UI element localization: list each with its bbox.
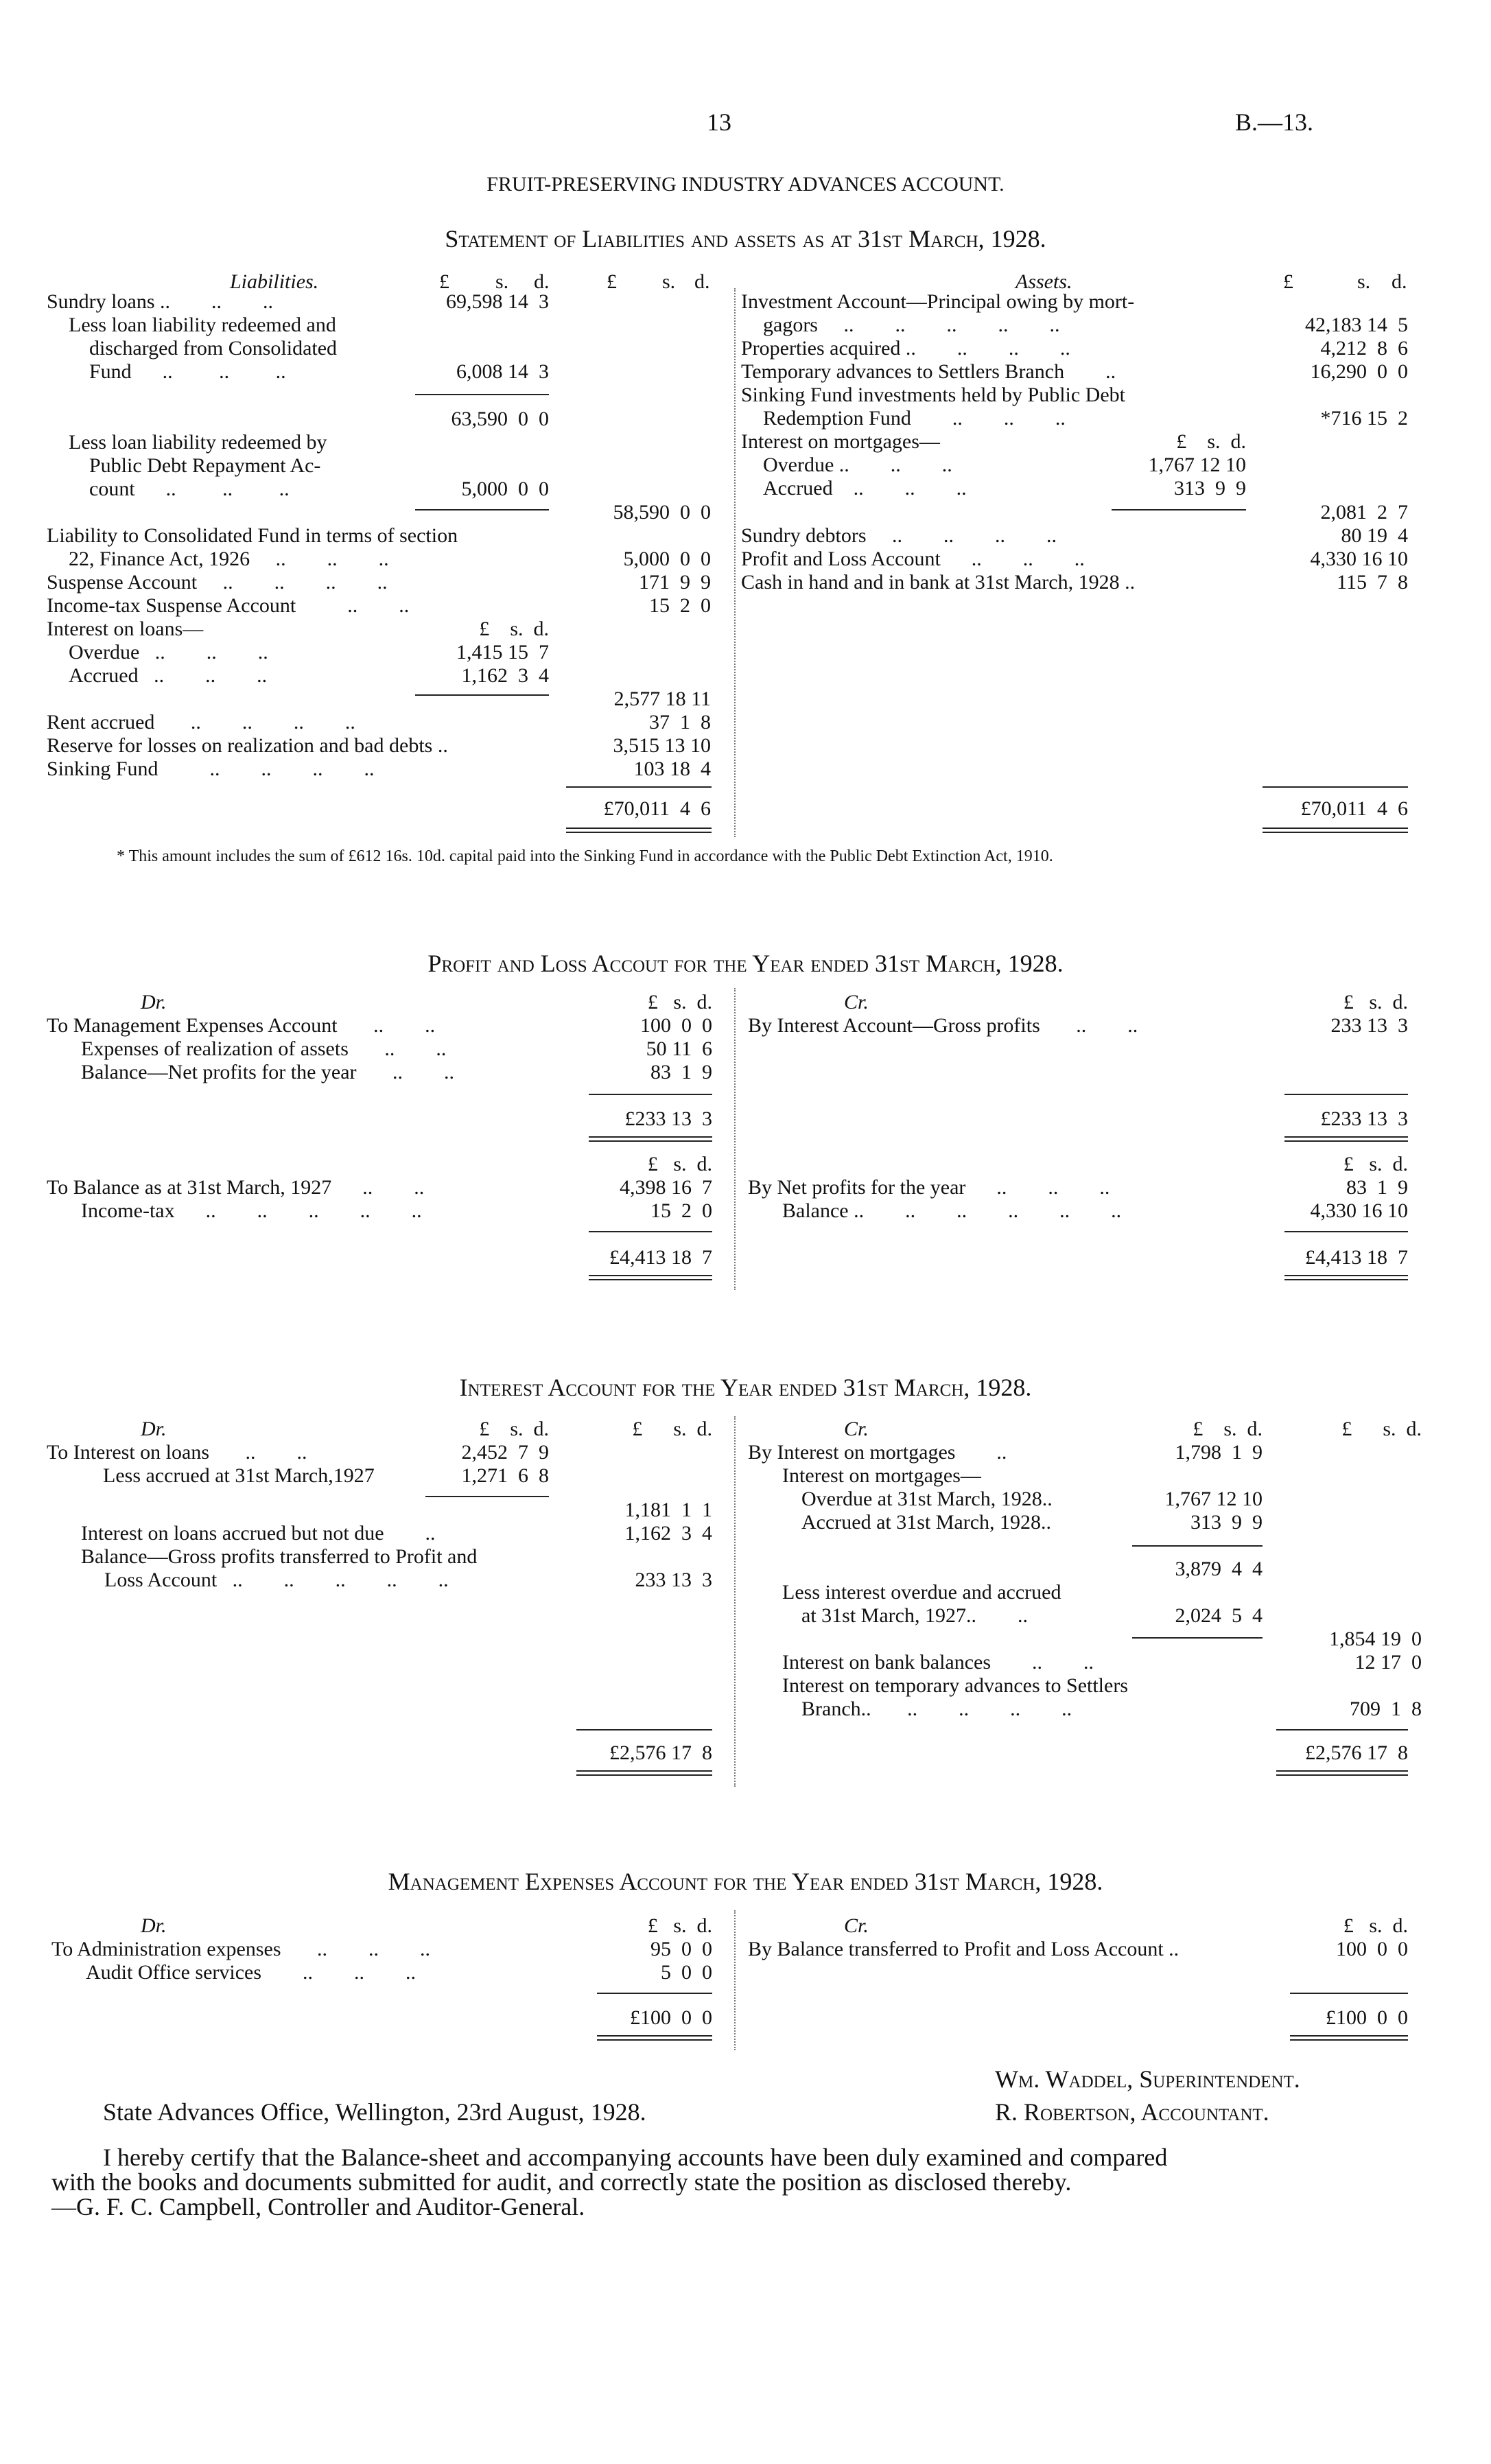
statement-column-divider	[734, 288, 736, 837]
mgmt-dr-colhead: £ s. d.	[647, 1914, 712, 1937]
pl-dr-amount: 4,398 16 7	[620, 1176, 712, 1199]
rule	[597, 1993, 712, 1994]
rule	[1132, 1637, 1263, 1639]
pl-dr-amount: 15 2 0	[650, 1199, 712, 1222]
int-dr-row: Balance—Gross profits transferred to Profit and	[81, 1545, 478, 1568]
statement-title: Statement of Liabilities and assets as at 31st March, 1928.	[445, 225, 1046, 253]
int-dr-amount: 1,162 3 4	[624, 1522, 712, 1545]
certificate-line-3: —G. F. C. Campbell, Controller and Auditor-General.	[51, 2193, 585, 2220]
liab-amount: 3,515 13 10	[613, 734, 711, 757]
accountant-signature: R. Robertson, Accountant.	[995, 2098, 1269, 2126]
rule	[589, 1094, 712, 1095]
liab-row: Fund .. .. ..	[89, 360, 286, 383]
liab-row: Less loan liability redeemed by	[69, 431, 327, 454]
int-cr-row: at 31st March, 1927.. ..	[801, 1604, 1028, 1627]
double-rule	[589, 1136, 712, 1142]
liab-col2-s: s.	[662, 270, 676, 293]
pl-cr-colhead: £ s. d.	[1343, 1153, 1408, 1175]
rule	[1284, 1231, 1408, 1232]
liab-row: Accrued .. .. ..	[69, 664, 268, 687]
pl-dr-amount: 83 1 9	[650, 1061, 712, 1083]
assets-col-pound: £	[1283, 270, 1293, 293]
int-dr-colhead2: £ s. d.	[632, 1418, 712, 1440]
asset-amount: 313 9 9	[1174, 477, 1246, 500]
int-cr-amount: 313 9 9	[1190, 1511, 1263, 1534]
pl-cr-amount: 4,330 16 10	[1310, 1199, 1408, 1222]
liab-amount: 1,415 15 7	[456, 641, 549, 664]
liabilities-heading: Liabilities.	[230, 270, 319, 293]
asset-amount: 2,081 2 7	[1320, 501, 1408, 524]
superintendent-signature: Wm. Waddel, Superintendent.	[995, 2065, 1300, 2093]
liab-row: Less loan liability redeemed and	[69, 314, 336, 336]
int-cr-amount: 1,798 1 9	[1175, 1441, 1263, 1464]
int-cr-row: Accrued at 31st March, 1928..	[801, 1511, 1052, 1534]
liab-row: Income-tax Suspense Account .. ..	[47, 594, 410, 617]
asset-row: Properties acquired .. .. .. ..	[741, 337, 1070, 360]
pl-cr-total: £4,413 18 7	[1305, 1246, 1408, 1269]
liab-total-amount: 58,590 0 0	[613, 501, 711, 524]
asset-amount: 115 7 8	[1337, 571, 1408, 594]
liab-total-amount: 2,577 18 11	[613, 688, 711, 710]
pl-cr-amount: 83 1 9	[1346, 1176, 1408, 1199]
pl-dr-colhead: £ s. d.	[647, 991, 712, 1013]
pl-dr-row: Balance—Net profits for the year .. ..	[81, 1061, 454, 1083]
int-dr-amount: 1,271 6 8	[461, 1464, 549, 1487]
mgmt-cr-row: By Balance transferred to Profit and Loss Account ..	[748, 1938, 1179, 1960]
liab-amount: 5,000 0 0	[461, 478, 549, 500]
pl-cr: Cr.	[844, 991, 869, 1013]
asset-amount: 1,767 12 10	[1148, 454, 1246, 476]
int-cr-amount: 1,854 19 0	[1329, 1628, 1422, 1650]
int-dr-row: Interest on loans accrued but not due ..	[81, 1522, 436, 1545]
mgmt-cr-colhead: £ s. d.	[1343, 1914, 1408, 1937]
liab-subhead: £ s. d.	[479, 618, 549, 640]
int-dr-row: Loss Account .. .. .. .. ..	[104, 1569, 449, 1591]
asset-row: gagors .. .. .. .. ..	[763, 314, 1060, 336]
liab-row: discharged from Consolidated	[89, 337, 338, 360]
int-cr-row: Interest on bank balances .. ..	[782, 1651, 1094, 1674]
asset-row: Redemption Fund .. .. ..	[763, 407, 1066, 430]
assets-col-s: s.	[1357, 270, 1371, 293]
int-cr-row: Interest on mortgages—	[782, 1464, 981, 1487]
asset-amount: 42,183 14 5	[1305, 314, 1408, 336]
main-title: FRUIT-PRESERVING INDUSTRY ADVANCES ACCOUNT.	[486, 173, 1005, 196]
int-cr-row: Less interest overdue and accrued	[782, 1581, 1061, 1604]
rule	[415, 509, 549, 511]
asset-amount: 80 19 4	[1341, 524, 1408, 547]
mgmt-dr-row: To Administration expenses .. .. ..	[51, 1938, 431, 1960]
mgmt-dr-amount: 5 0 0	[661, 1961, 712, 1984]
rule	[576, 1729, 712, 1730]
asset-row: Interest on mortgages—	[741, 430, 940, 453]
pl-dr-amount: 50 11 6	[646, 1037, 712, 1060]
liab-col2-pound: £	[607, 270, 617, 293]
liab-row: 22, Finance Act, 1926 .. .. ..	[69, 548, 389, 570]
rule	[1276, 1729, 1408, 1730]
pl-cr-row: Balance .. .. .. .. .. ..	[782, 1199, 1122, 1222]
asset-row: Temporary advances to Settlers Branch ..	[741, 360, 1116, 383]
liab-row: count .. .. ..	[89, 478, 290, 500]
mgmt-divider	[734, 1910, 736, 2050]
rule	[589, 1231, 712, 1232]
int-cr-row: Overdue at 31st March, 1928..	[801, 1488, 1053, 1510]
liab-subtotal: 63,590 0 0	[451, 408, 549, 430]
double-rule	[566, 828, 712, 833]
assets-col-d: d.	[1392, 270, 1407, 293]
pl-dr-total: £233 13 3	[624, 1107, 712, 1130]
int-cr-amount: 2,024 5 4	[1175, 1604, 1263, 1627]
liab-row: Sinking Fund .. .. .. ..	[47, 758, 375, 780]
double-rule	[1284, 1275, 1408, 1280]
int-cr-row: By Interest on mortgages ..	[748, 1441, 1007, 1464]
certificate-line-1: I hereby certify that the Balance-sheet and accompanying accounts have been duly examined and compared	[103, 2144, 1168, 2171]
pl-cr-colhead: £ s. d.	[1343, 991, 1408, 1013]
int-dr: Dr.	[141, 1418, 167, 1440]
liab-amount: 5,000 0 0	[623, 548, 711, 570]
rule	[1132, 1545, 1263, 1547]
pl-cr-amount: 233 13 3	[1330, 1014, 1408, 1037]
asset-subhead: £ s. d.	[1176, 430, 1246, 453]
liab-grand-total: £70,011 4 6	[603, 797, 711, 820]
asset-row: Sinking Fund investments held by Public Debt	[741, 384, 1125, 406]
liab-col2-d: d.	[694, 270, 710, 293]
int-cr-row: Branch.. .. .. .. ..	[801, 1698, 1072, 1720]
int-dr-colhead1: £ s. d.	[479, 1418, 549, 1440]
office-date-line: State Advances Office, Wellington, 23rd August, 1928.	[103, 2098, 646, 2126]
interest-divider	[734, 1416, 736, 1787]
mgmt-dr-amount: 95 0 0	[650, 1938, 712, 1960]
liab-col1-pound: £	[439, 270, 449, 293]
asset-amount: 4,330 16 10	[1310, 548, 1408, 570]
assets-heading: Assets.	[1015, 270, 1072, 293]
asset-row: Overdue .. .. ..	[763, 454, 952, 476]
asset-amount: *716 15 2	[1320, 407, 1408, 430]
rule	[1284, 1094, 1408, 1095]
int-cr: Cr.	[844, 1418, 869, 1440]
liab-col1-s: s.	[495, 270, 509, 293]
int-dr-total: £2,576 17 8	[609, 1741, 712, 1764]
pl-cr-total: £233 13 3	[1320, 1107, 1408, 1130]
asset-row: Profit and Loss Account .. .. ..	[741, 548, 1085, 570]
double-rule	[1284, 1136, 1408, 1142]
int-cr-amount: 709 1 8	[1350, 1698, 1422, 1720]
liab-amount: 15 2 0	[649, 594, 711, 617]
liab-amount: 171 9 9	[639, 571, 711, 594]
rule	[415, 694, 549, 696]
int-cr-amount: 12 17 0	[1354, 1651, 1422, 1674]
liab-amount: 37 1 8	[649, 711, 711, 734]
liab-amount: 6,008 14 3	[456, 360, 549, 383]
liab-row: Suspense Account .. .. .. ..	[47, 571, 388, 594]
double-rule	[597, 2035, 712, 2041]
liab-row: Liability to Consolidated Fund in terms of section	[47, 524, 458, 547]
pl-cr-row: By Net profits for the year .. .. ..	[748, 1176, 1110, 1199]
pl-dr-row: Income-tax .. .. .. .. ..	[81, 1199, 422, 1222]
int-cr-colhead2: £ s. d.	[1341, 1418, 1422, 1440]
page-number: 13	[707, 108, 731, 136]
liab-amount: 1,162 3 4	[461, 664, 549, 687]
int-dr-row: To Interest on loans .. ..	[47, 1441, 307, 1464]
asset-row: Investment Account—Principal owing by mort-	[741, 290, 1135, 313]
mgmt-cr-total: £100 0 0	[1326, 2006, 1408, 2029]
liab-row: Sundry loans .. .. ..	[47, 290, 273, 313]
rule	[415, 394, 549, 395]
int-cr-total: £2,576 17 8	[1305, 1741, 1408, 1764]
interest-title: Interest Account for the Year ended 31st March, 1928.	[459, 1374, 1032, 1401]
double-rule	[1290, 2035, 1408, 2041]
int-dr-amount: 1,181 1 1	[624, 1499, 712, 1521]
asset-row: Accrued .. .. ..	[763, 477, 967, 500]
int-cr-colhead1: £ s. d.	[1193, 1418, 1263, 1440]
mgmt-cr-amount: 100 0 0	[1336, 1938, 1408, 1960]
double-rule	[576, 1770, 712, 1776]
mgmt-title: Management Expenses Account for the Year ended 31st March, 1928.	[388, 1868, 1103, 1895]
int-cr-amount: 1,767 12 10	[1164, 1488, 1263, 1510]
int-dr-amount: 233 13 3	[635, 1569, 712, 1591]
footnote: * This amount includes the sum of £612 16s. 10d. capital paid into the Sinking Fund in accordance with the Public Debt Extinction Act, 1910.	[117, 847, 1053, 865]
asset-amount: 16,290 0 0	[1310, 360, 1408, 383]
pl-dr-row: To Balance as at 31st March, 1927 .. ..	[47, 1176, 425, 1199]
pl-divider	[734, 988, 736, 1290]
double-rule	[1263, 828, 1408, 833]
rule	[1290, 1993, 1408, 1994]
rule	[1112, 509, 1246, 511]
int-cr-row: Interest on temporary advances to Settlers	[782, 1674, 1128, 1697]
pl-dr-colhead: £ s. d.	[647, 1153, 712, 1175]
asset-row: Cash in hand and in bank at 31st March, 1928 ..	[741, 571, 1136, 594]
pl-cr-row: By Interest Account—Gross profits .. ..	[748, 1014, 1138, 1037]
liab-row: Public Debt Repayment Ac-	[89, 454, 321, 477]
liab-amount: 69,598 14 3	[446, 290, 549, 313]
pl-dr-row: Expenses of realization of assets .. ..	[81, 1037, 447, 1060]
double-rule	[589, 1275, 712, 1280]
pl-dr-row: To Management Expenses Account .. ..	[47, 1014, 436, 1037]
liab-row: Overdue .. .. ..	[69, 641, 268, 664]
asset-row: Sundry debtors .. .. .. ..	[741, 524, 1057, 547]
mgmt-cr: Cr.	[844, 1914, 869, 1937]
pl-dr-amount: 100 0 0	[640, 1014, 712, 1037]
liab-col1-d: d.	[534, 270, 550, 293]
pl-title: Profit and Loss Accout for the Year ended 31st March, 1928.	[427, 950, 1064, 977]
pl-dr: Dr.	[141, 991, 167, 1013]
rule	[566, 786, 712, 788]
int-dr-row: Less accrued at 31st March,1927	[103, 1464, 375, 1487]
liab-amount: 103 18 4	[633, 758, 711, 780]
certificate-line-2: with the books and documents submitted for audit, and correctly state the position as disclosed thereby.	[51, 2168, 1072, 2196]
rule	[1263, 786, 1408, 788]
mgmt-dr-total: £100 0 0	[630, 2006, 712, 2029]
document-reference: B.—13.	[1235, 108, 1314, 136]
assets-grand-total: £70,011 4 6	[1300, 797, 1408, 820]
mgmt-dr: Dr.	[141, 1914, 167, 1937]
double-rule	[1276, 1770, 1408, 1776]
int-dr-amount: 2,452 7 9	[461, 1441, 549, 1464]
liab-row: Reserve for losses on realization and bad debts ..	[47, 734, 448, 757]
mgmt-dr-row: Audit Office services .. .. ..	[86, 1961, 416, 1984]
liab-row: Interest on loans—	[47, 618, 204, 640]
int-cr-amount: 3,879 4 4	[1175, 1558, 1263, 1580]
pl-dr-total: £4,413 18 7	[609, 1246, 712, 1269]
liab-row: Rent accrued .. .. .. ..	[47, 711, 355, 734]
asset-amount: 4,212 8 6	[1320, 337, 1408, 360]
rule	[425, 1496, 549, 1497]
